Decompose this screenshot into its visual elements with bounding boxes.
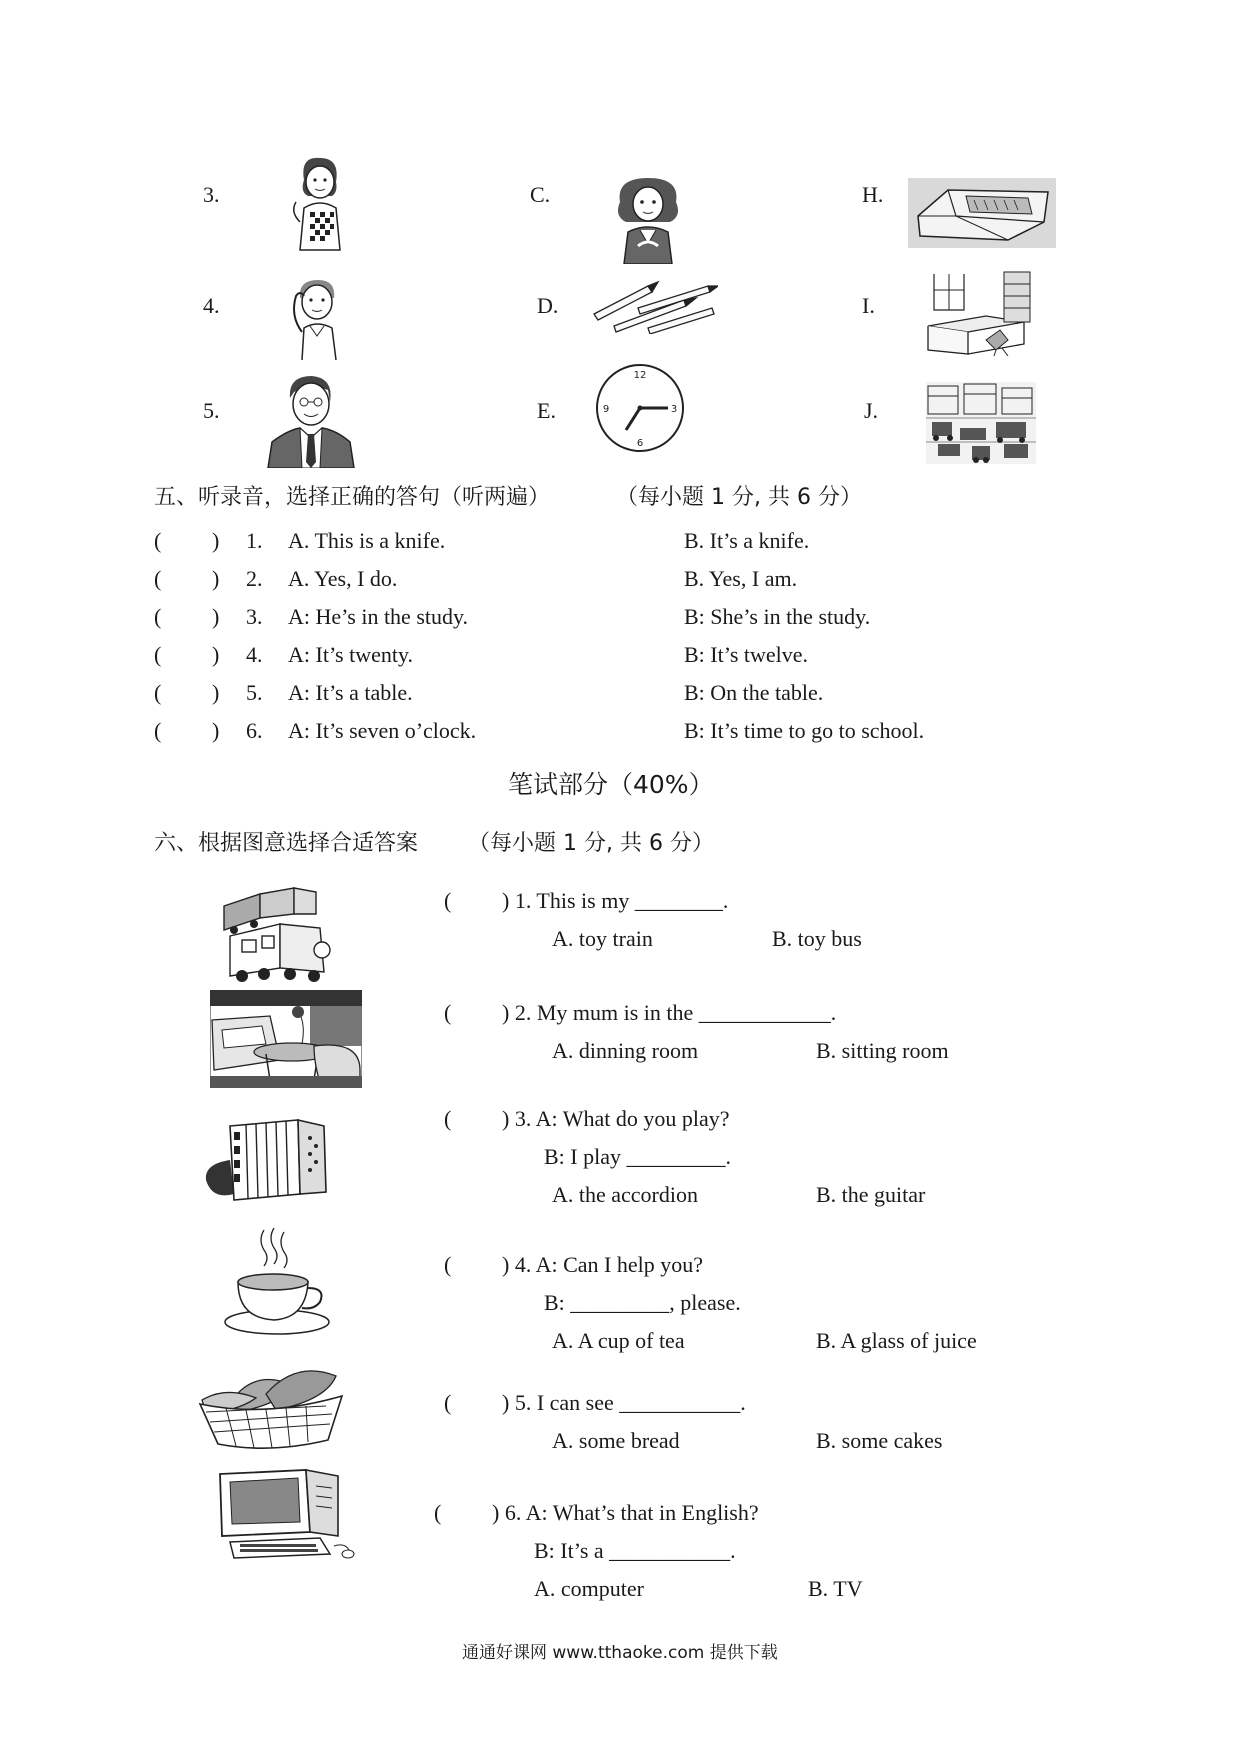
answer-bracket-open: (: [154, 718, 162, 743]
option-a: A. This is a knife.: [288, 528, 446, 553]
answer-bracket-open: (: [154, 566, 162, 591]
question-number: 1.: [246, 528, 263, 553]
bread-basket-icon: [196, 1360, 346, 1450]
answer-bracket-close: ): [212, 604, 220, 629]
answer-bracket-open: (: [444, 1390, 452, 1415]
svg-text:9: 9: [602, 404, 610, 415]
question-stem: ) 5. I can see ___________.: [502, 1390, 746, 1415]
answer-bracket-close: ): [212, 642, 220, 667]
section-5-points: （每小题 1 分, 共 6 分）: [616, 485, 862, 510]
street-scene-icon: [926, 382, 1036, 464]
option-a: A: It’s seven o’clock.: [288, 718, 477, 743]
option-b: B. It’s a knife.: [684, 528, 810, 553]
match-letter-c: C.: [530, 182, 551, 207]
answer-bracket-open: (: [444, 1106, 452, 1131]
option-a: A. computer: [534, 1576, 644, 1601]
question-line-2: B: _________, please.: [544, 1290, 741, 1315]
match-letter-d: D.: [537, 293, 559, 318]
question-stem: ) 2. My mum is in the ____________.: [502, 1000, 837, 1025]
question-stem: ) 6. A: What’s that in English?: [492, 1500, 759, 1525]
question-number: 4.: [246, 642, 263, 667]
answer-bracket-close: ): [212, 718, 220, 743]
option-b: B. sitting room: [816, 1038, 949, 1063]
option-a: A: It’s twenty.: [288, 642, 414, 667]
answer-bracket-close: ): [212, 566, 220, 591]
study-room-icon: [924, 270, 1034, 356]
svg-text:12: 12: [633, 370, 647, 381]
question-number: 6.: [246, 718, 263, 743]
option-b: B: It’s time to go to school.: [684, 718, 925, 743]
pencils-icon: [588, 278, 718, 334]
section-6-points: （每小题 1 分, 共 6 分）: [468, 831, 714, 856]
teacup-icon: [222, 1226, 332, 1338]
option-b: B. toy bus: [772, 926, 862, 951]
answer-bracket-open: (: [154, 680, 162, 705]
man-tie-icon: [266, 372, 356, 468]
svg-text:3: 3: [670, 404, 678, 415]
boy-thinking-icon: [280, 276, 352, 360]
girl-checkered-icon: [286, 152, 352, 252]
section-5-title: 五、听录音，选择正确的答句（听两遍）: [154, 485, 551, 510]
option-a: A. Yes, I do.: [288, 566, 398, 591]
match-letter-h: H.: [862, 182, 884, 207]
match-letter-e: E.: [537, 398, 556, 423]
option-b: B: It’s twelve.: [684, 642, 809, 667]
answer-bracket-open: (: [154, 642, 162, 667]
option-b: B. TV: [808, 1576, 863, 1601]
answer-bracket-close: ): [212, 528, 220, 553]
clock-icon: [594, 362, 686, 454]
question-number: 2.: [246, 566, 263, 591]
scanner-icon: [908, 178, 1056, 248]
answer-bracket-open: (: [154, 528, 162, 553]
question-number: 5.: [246, 680, 263, 705]
question-line-2: B: I play _________.: [544, 1144, 731, 1169]
option-a: A. toy train: [552, 926, 653, 951]
page-footer: 通通好课网 www.tthaoke.com 提供下载: [462, 1643, 778, 1663]
question-stem: ) 1. This is my ________.: [502, 888, 729, 913]
section-6-title: 六、根据图意选择合适答案: [154, 831, 419, 856]
answer-bracket-open: (: [434, 1500, 442, 1525]
match-letter-j: J.: [864, 398, 879, 423]
option-b: B. the guitar: [816, 1182, 926, 1207]
sitting-room-icon: [210, 990, 362, 1088]
match-number-5: 5.: [203, 398, 220, 423]
option-b: B: On the table.: [684, 680, 824, 705]
option-a: A: It’s a table.: [288, 680, 413, 705]
question-stem: ) 3. A: What do you play?: [502, 1106, 730, 1131]
option-b: B. some cakes: [816, 1428, 943, 1453]
option-b: B. A glass of juice: [816, 1328, 977, 1353]
accordion-icon: [202, 1114, 338, 1206]
answer-bracket-close: ): [212, 680, 220, 705]
option-a: A: He’s in the study.: [288, 604, 469, 629]
option-a: A. the accordion: [552, 1182, 698, 1207]
match-letter-i: I.: [862, 293, 875, 318]
question-line-2: B: It’s a ___________.: [534, 1538, 736, 1563]
question-number: 3.: [246, 604, 263, 629]
girl-curly-hair-icon: [608, 172, 688, 264]
option-a: A. A cup of tea: [552, 1328, 685, 1353]
option-b: B. Yes, I am.: [684, 566, 798, 591]
answer-bracket-open: (: [444, 1252, 452, 1277]
answer-bracket-open: (: [444, 1000, 452, 1025]
question-stem: ) 4. A: Can I help you?: [502, 1252, 704, 1277]
answer-bracket-open: (: [444, 888, 452, 913]
answer-bracket-open: (: [154, 604, 162, 629]
option-a: A. some bread: [552, 1428, 680, 1453]
toy-train-icon: [220, 884, 340, 984]
match-number-4: 4.: [203, 293, 220, 318]
written-part-title: 笔试部分（40%）: [508, 770, 714, 799]
option-a: A. dinning room: [552, 1038, 699, 1063]
option-b: B: She’s in the study.: [684, 604, 871, 629]
computer-icon: [212, 1466, 356, 1562]
svg-text:6: 6: [636, 438, 644, 449]
match-number-3: 3.: [203, 182, 220, 207]
